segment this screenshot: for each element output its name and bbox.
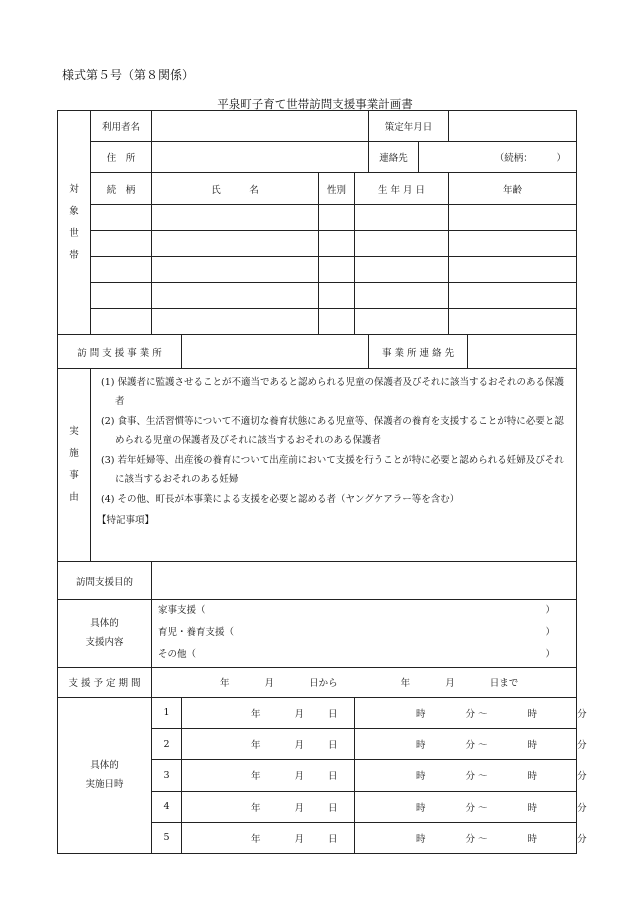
user-name-row: [58, 111, 577, 142]
document-title: 平泉町子育て世帯訪問支援事業計画書: [217, 97, 413, 111]
reasons-row: [58, 368, 577, 561]
office-row: [58, 335, 577, 368]
user-name-label: 利用者名: [91, 111, 152, 142]
member-row: [58, 204, 577, 230]
target-household-label: 対 象 世 帯: [58, 111, 91, 335]
member-row: [58, 309, 577, 335]
schedule-label: 具体的 実施日時: [58, 697, 152, 853]
purpose-field[interactable]: [152, 561, 577, 599]
office-contact-label: 事 業 所 連 絡 先: [369, 335, 468, 368]
col-birthdate: 生 年 月 日: [355, 173, 449, 204]
schedule-row-number: 3: [152, 760, 182, 791]
schedule-date[interactable]: 年 月 日: [182, 697, 355, 728]
col-age: 年齢: [449, 173, 577, 204]
schedule-date[interactable]: 年 月 日: [182, 729, 355, 760]
contact-label: 連絡先: [369, 142, 419, 173]
plan-date-label: 策定年月日: [369, 111, 449, 142]
support-content[interactable]: [152, 600, 577, 667]
reason-item: (2) 食事、生活習慣等について不適切な養育状態にある児童等、保護者の養育を支援することが特に必要と認められる児童の保護者及びそれに該当するおそれのある保護者: [101, 415, 564, 447]
purpose-row: [58, 561, 577, 599]
schedule-row-number: 2: [152, 729, 182, 760]
address-field[interactable]: [152, 142, 369, 173]
schedule-time[interactable]: 時 分 ～ 時 分: [355, 697, 577, 728]
reason-item: (3) 若年妊婦等、出産後の養育について出産前において支援を行うことが特に必要と認められる妊婦及びそれに該当するおそれのある妊婦: [101, 454, 564, 486]
member-row: [58, 283, 577, 309]
schedule-time[interactable]: 時 分 ～ 時 分: [355, 791, 577, 822]
address-row: [58, 142, 577, 173]
form-number: 様式第５号（第８関係）: [62, 68, 195, 82]
period-row: [58, 667, 577, 697]
support-childcare: 育児・養育支援（ ）: [158, 627, 556, 639]
schedule-date[interactable]: 年 月 日: [182, 822, 355, 853]
schedule-row: [58, 697, 577, 728]
reason-item: (1) 保護者に監護させることが不適当であると認められる児童の保護者及びそれに該当するおそれのある保護者: [101, 376, 564, 408]
office-field[interactable]: [182, 335, 369, 368]
period-field[interactable]: 年 月 日から 年 月 日まで: [152, 667, 577, 697]
schedule-date[interactable]: 年 月 日: [182, 760, 355, 791]
reason-item: (4) その他、町長が本事業による支援を必要と認める者（ヤングケアラー等を含む）: [101, 493, 460, 505]
schedule-time[interactable]: 時 分 ～ 時 分: [355, 760, 577, 791]
plan-form-table: [57, 110, 587, 854]
plan-date-blank[interactable]: [449, 111, 577, 142]
col-name: 氏 名: [152, 173, 319, 204]
purpose-label: 訪問支援目的: [58, 561, 152, 599]
schedule-time[interactable]: 時 分 ～ 時 分: [355, 729, 577, 760]
reasons-section-label: 実 施 事 由: [58, 368, 91, 561]
schedule-row-number: 1: [152, 697, 182, 728]
schedule-row-number: 4: [152, 791, 182, 822]
member-header-row: [58, 173, 577, 204]
office-contact-field[interactable]: [468, 335, 577, 368]
support-row: [58, 600, 577, 667]
col-gender: 性別: [319, 173, 355, 204]
contact-field[interactable]: [419, 142, 577, 173]
address-label: 住 所: [91, 142, 152, 173]
support-housework: 家事支援（ ）: [158, 605, 556, 617]
schedule-row-number: 5: [152, 822, 182, 853]
schedule-time[interactable]: 時 分 ～ 時 分: [355, 822, 577, 853]
support-other: その他（ ）: [158, 649, 556, 661]
user-name-field[interactable]: [152, 111, 369, 142]
member-row: [58, 256, 577, 282]
member-row: [58, 230, 577, 256]
period-label: 支 援 予 定 期 間: [58, 667, 152, 697]
col-relation: 続 柄: [91, 173, 152, 204]
schedule-date[interactable]: 年 月 日: [182, 791, 355, 822]
office-label: 訪 問 支 援 事 業 所: [58, 335, 182, 368]
support-label: 具体的 支援内容: [58, 600, 152, 667]
special-notes-label: 【特記事項】: [97, 515, 155, 527]
reasons-content: [91, 368, 577, 561]
relation-note: （続柄： ）: [494, 153, 567, 165]
